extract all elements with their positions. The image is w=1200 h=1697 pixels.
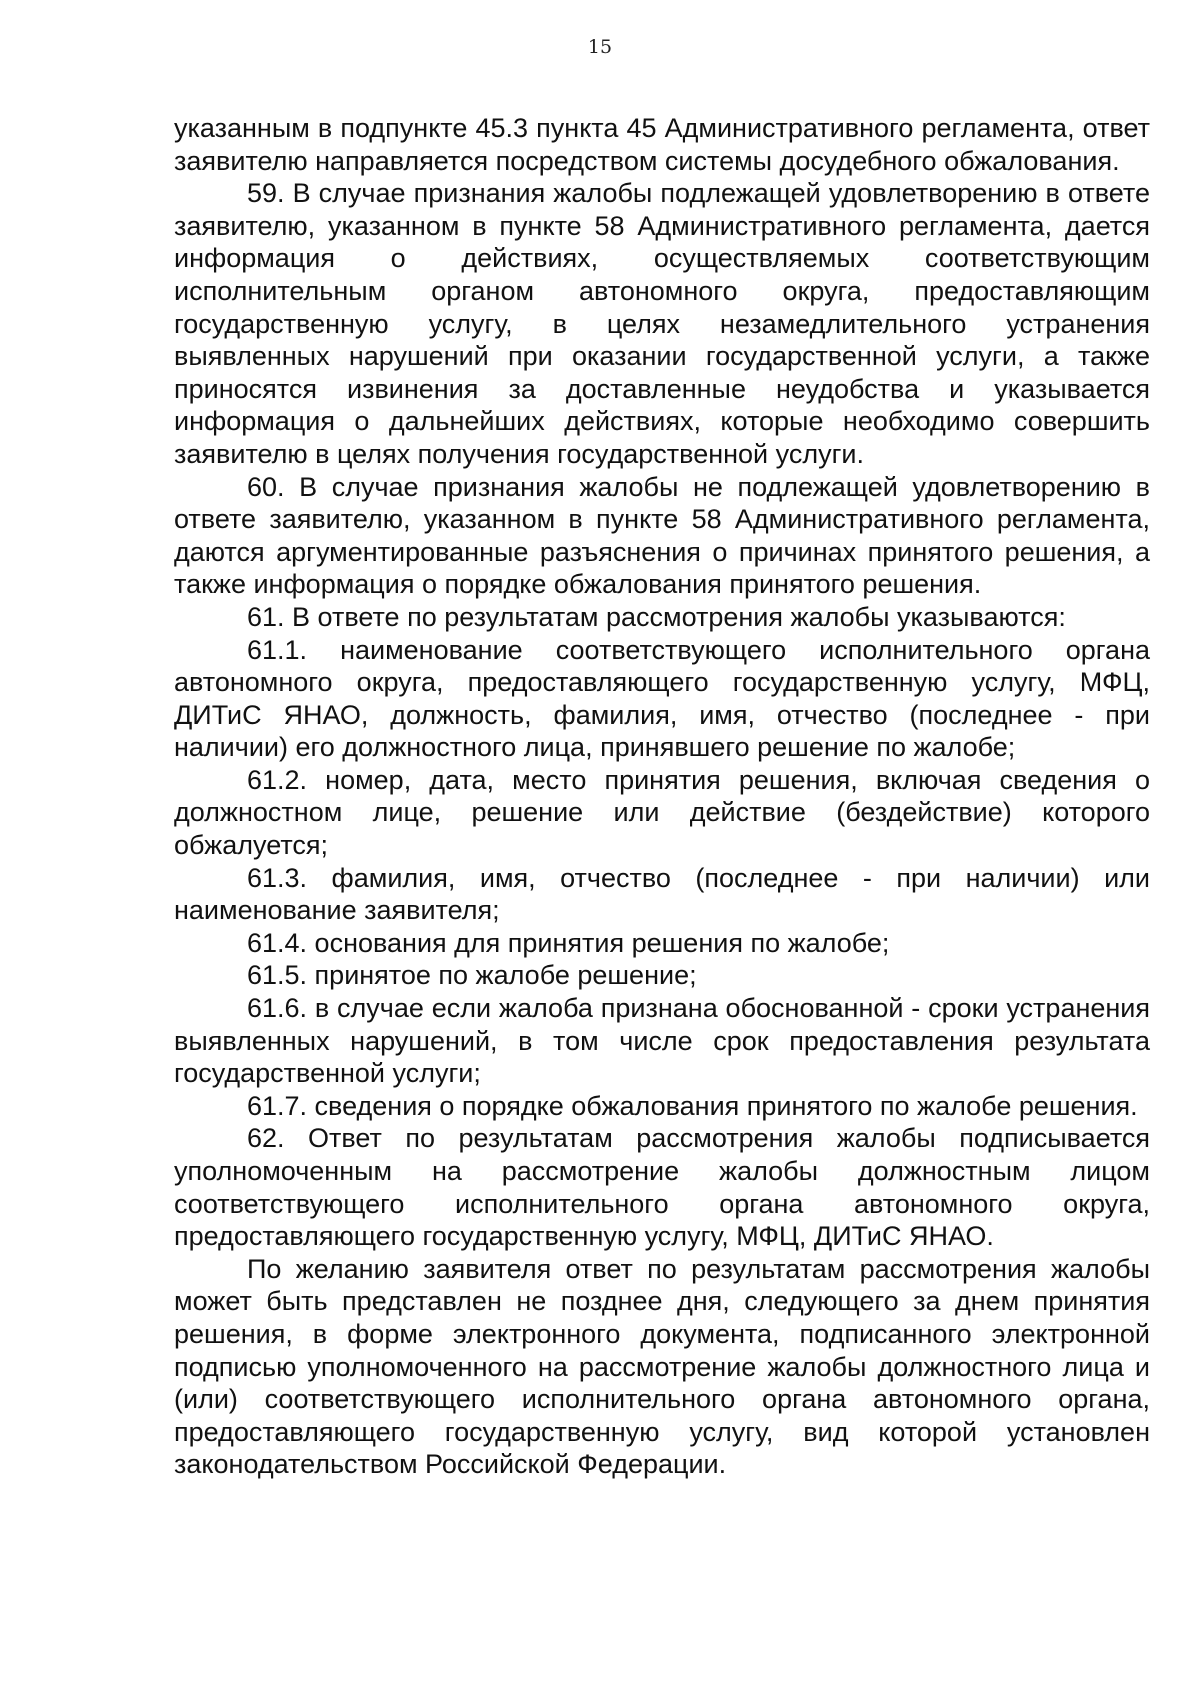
document-body bbox=[174, 112, 1150, 1481]
paragraph-61-1: 61.1. наименование соответствующего исполнительного органа автономного округа, предоставляющего государственную услугу, МФЦ, ДИТиС ЯНАО, должность, фамилия, имя, отчество (последнее - при наличии) его должностного лица, принявшего решение по жалобе; bbox=[174, 634, 1150, 763]
paragraph-61-7: 61.7. сведения о порядке обжалования принятого по жалобе решения. bbox=[247, 1090, 1138, 1121]
paragraph-61-6: 61.6. в случае если жалоба признана обоснованной - сроки устранения выявленных нарушений, в том числе срок предоставления результата государственной услуги; bbox=[174, 993, 1150, 1089]
paragraph-continuation: указанным в подпункте 45.3 пункта 45 Административного регламента, ответ заявителю направляется посредством системы досудебного обжалования. bbox=[174, 113, 1150, 176]
paragraph-59: 59. В случае признания жалобы подлежащей удовлетворению в ответе заявителю, указанном в пункте 58 Административного регламента, дается информация о действиях, осуществляемых соответствующим исполнительным органом автономного округа, предоставляющим государственную услугу, в целях незамедлительного устранения выявленных нарушений при оказании государственной услуги, а также приносятся извинения за доставленные неудобства и указывается информация о дальнейших действиях, которые необходимо совершить заявителю в целях получения государственной услуги. bbox=[174, 178, 1150, 469]
paragraph-61-5: 61.5. принятое по жалобе решение; bbox=[247, 960, 697, 991]
paragraph-electronic-answer: По желанию заявителя ответ по результатам рассмотрения жалобы может быть представлен не позднее дня, следующего за днем принятия решения, в форме электронного документа, подписанного электронной подписью уполномоченного на рассмотрение жалобы должностного лица и (или) соответствующего исполнительного органа автономного органа, предоставляющего государственную услугу, вид которой установлен законодательством Российской Федерации. bbox=[174, 1253, 1150, 1480]
page-number: 15 bbox=[587, 36, 613, 58]
paragraph-61: 61. В ответе по результатам рассмотрения жалобы указываются: bbox=[247, 601, 1066, 632]
paragraph-62: 62. Ответ по результатам рассмотрения жалобы подписывается уполномоченным на рассмотрение жалобы должностным лицом соответствующего исполнительного органа автономного округа, предоставляющего государственную услугу, МФЦ, ДИТиС ЯНАО. bbox=[174, 1123, 1150, 1252]
paragraph-61-4: 61.4. основания для принятия решения по жалобе; bbox=[247, 927, 890, 958]
paragraph-60: 60. В случае признания жалобы не подлежащей удовлетворению в ответе заявителю, указанном в пункте 58 Административного регламента, даются аргументированные разъяснения о причинах принятого решения, а также информация о порядке обжалования принятого решения. bbox=[174, 471, 1150, 600]
paragraph-61-2: 61.2. номер, дата, место принятия решения, включая сведения о должностном лице, решение или действие (бездействие) которого обжалуется; bbox=[174, 764, 1150, 861]
paragraph-61-3: 61.3. фамилия, имя, отчество (последнее - при наличии) или наименование заявителя; bbox=[174, 862, 1150, 926]
